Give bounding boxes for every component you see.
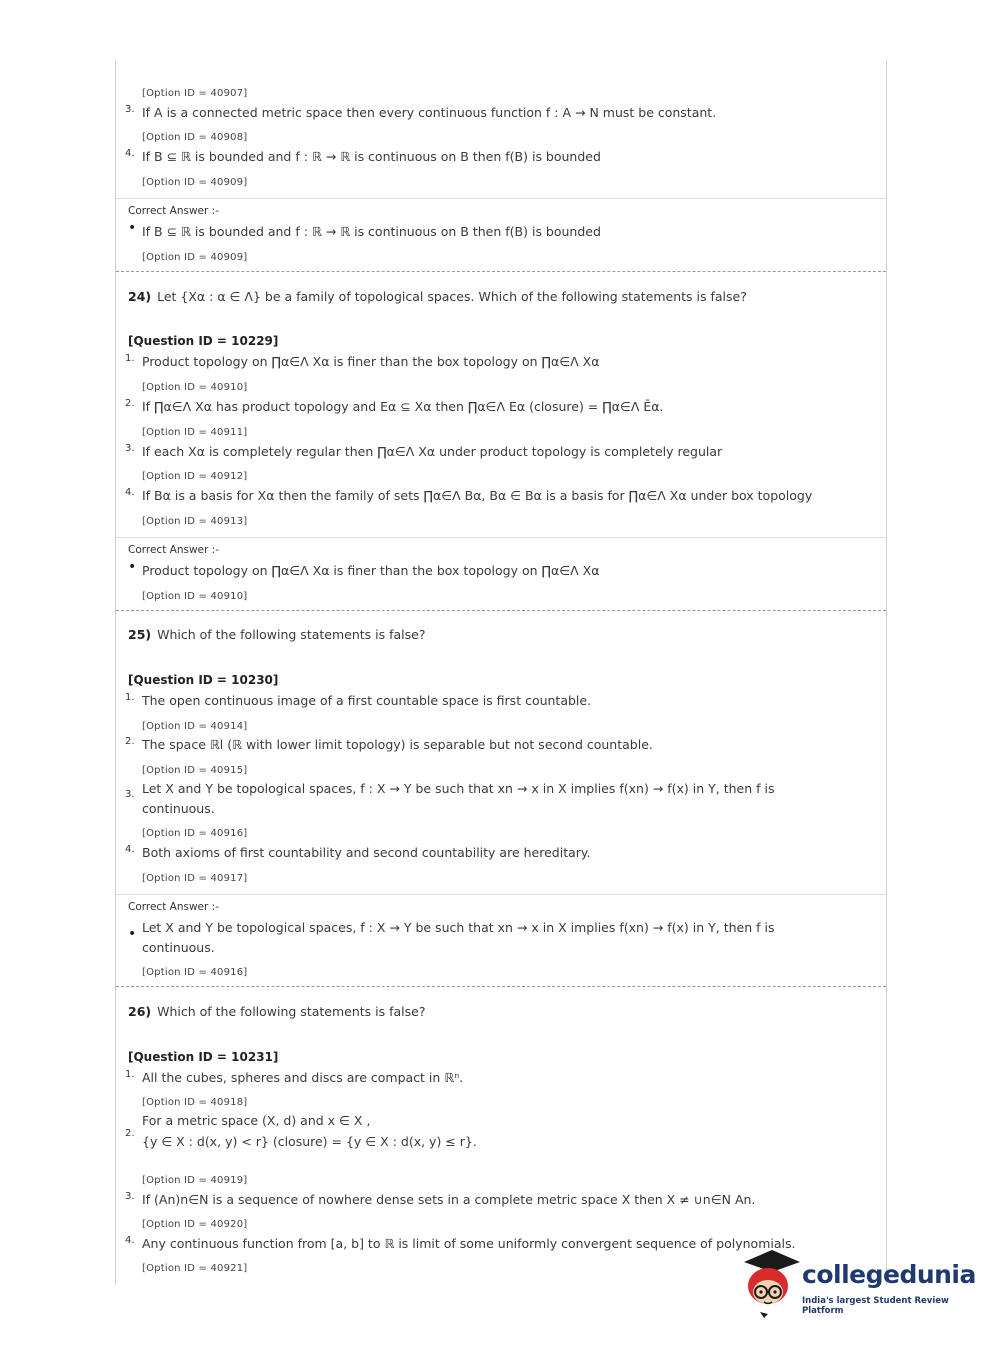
question-number: 25) [128, 627, 152, 642]
question-text: Which of the following statements is false? [157, 1004, 426, 1019]
option-number: 1. [125, 1069, 135, 1080]
option-id: [Option ID = 40916] [142, 828, 248, 839]
question-25 [128, 627, 425, 642]
option-id: [Option ID = 40917] [142, 873, 248, 884]
divider [116, 198, 886, 199]
option-text: If B ⊆ ℝ is bounded and f : ℝ → ℝ is continuous on B then f(B) is bounded [142, 149, 601, 164]
option-text: The open continuous image of a first countable space is first countable. [142, 693, 592, 708]
option-text: Any continuous function from [a, b] to ℝ is limit of some uniformly convergent sequence of polynomials. [142, 1236, 796, 1251]
question-separator [116, 986, 886, 987]
option-text: The space ℝl (ℝ with lower limit topology) is separable but not second countable. [142, 737, 653, 752]
correct-answer-text: Let X and Y be topological spaces, f : X → Y be such that xn → x in X implies f(xn) → f(x) in Y, then f is [142, 920, 775, 935]
question-number: 24) [128, 289, 152, 304]
option-id: [Option ID = 40907] [142, 88, 248, 99]
option-id: [Option ID = 40915] [142, 765, 248, 776]
question-id: [Question ID = 10230] [128, 673, 279, 687]
option-text: If A is a connected metric space then every continuous function f : A → N must be constant. [142, 105, 717, 120]
option-number: 2. [125, 736, 135, 747]
question-26 [128, 1004, 425, 1019]
exam-page [115, 60, 887, 1285]
option-id: [Option ID = 40921] [142, 1263, 248, 1274]
correct-answer-label: Correct Answer :- [128, 544, 219, 556]
option-text: If (An)n∈N is a sequence of nowhere dense sets in a complete metric space X then X ≠ ∪n∈N An. [142, 1192, 756, 1207]
option-text: If each Xα is completely regular then ∏α∈Λ Xα under product topology is completely regular [142, 444, 723, 459]
mascot-icon [742, 1248, 802, 1318]
collegedunia-logo [742, 1248, 976, 1318]
option-text: For a metric space (X, d) and x ∈ X , [142, 1113, 371, 1128]
option-number: 4. [125, 487, 135, 498]
option-id: [Option ID = 40919] [142, 1175, 248, 1186]
option-text: If Bα is a basis for Xα then the family of sets ∏α∈Λ Bα, Bα ∈ Bα is a basis for ∏α∈Λ Xα under box topology [142, 488, 813, 503]
option-id: [Option ID = 40909] [142, 177, 248, 188]
option-id: [Option ID = 40910] [142, 382, 248, 393]
correct-answer-text: If B ⊆ ℝ is bounded and f : ℝ → ℝ is continuous on B then f(B) is bounded [142, 224, 601, 239]
option-id: [Option ID = 40916] [142, 967, 248, 978]
question-separator [116, 610, 886, 611]
option-number: 3. [125, 443, 135, 454]
option-text: If ∏α∈Λ Xα has product topology and Eα ⊆ Xα then ∏α∈Λ Eα (closure) = ∏α∈Λ Ēα. [142, 399, 664, 414]
question-id: [Question ID = 10231] [128, 1050, 279, 1064]
option-id: [Option ID = 40920] [142, 1219, 248, 1230]
option-number: 3. [125, 789, 135, 800]
option-number: 2. [125, 398, 135, 409]
option-text: All the cubes, spheres and discs are compact in ℝⁿ. [142, 1070, 464, 1085]
option-id: [Option ID = 40910] [142, 591, 248, 602]
option-number: 3. [125, 104, 135, 115]
option-text: Let X and Y be topological spaces, f : X → Y be such that xn → x in X implies f(xn) → f(x) in Y, then f is [142, 781, 775, 796]
option-id: [Option ID = 40913] [142, 516, 248, 527]
question-separator [116, 271, 886, 272]
option-number: 2. [125, 1128, 135, 1139]
option-id: [Option ID = 40908] [142, 132, 248, 143]
option-id: [Option ID = 40912] [142, 471, 248, 482]
option-id: [Option ID = 40911] [142, 427, 248, 438]
bullet: • [128, 926, 137, 942]
question-id: [Question ID = 10229] [128, 334, 279, 348]
option-number: 1. [125, 692, 135, 703]
option-text: Product topology on ∏α∈Λ Xα is finer than the box topology on ∏α∈Λ Xα [142, 354, 600, 369]
divider [116, 894, 886, 895]
option-id: [Option ID = 40918] [142, 1097, 248, 1108]
cut-off-text [146, 66, 566, 74]
option-text-continued: continuous. [142, 801, 215, 816]
option-number: 4. [125, 148, 135, 159]
correct-answer-label: Correct Answer :- [128, 901, 219, 913]
logo-tagline: India's largest Student Review Platform [802, 1296, 949, 1316]
question-text: Which of the following statements is false? [157, 627, 426, 642]
option-text: Both axioms of first countability and second countability are hereditary. [142, 845, 591, 860]
bullet: • [128, 220, 137, 236]
option-number: 1. [125, 353, 135, 364]
correct-answer-text: Product topology on ∏α∈Λ Xα is finer than the box topology on ∏α∈Λ Xα [142, 563, 600, 578]
bullet: • [128, 559, 137, 575]
option-number: 4. [125, 1235, 135, 1246]
option-id: [Option ID = 40909] [142, 252, 248, 263]
option-number: 3. [125, 1191, 135, 1202]
correct-answer-text-continued: continuous. [142, 940, 215, 955]
option-number: 4. [125, 844, 135, 855]
option-text-continued: {y ∈ X : d(x, y) < r} (closure) = {y ∈ X : d(x, y) ≤ r}. [142, 1134, 477, 1149]
option-id: [Option ID = 40914] [142, 721, 248, 732]
logo-wordmark: collegedunia [802, 1260, 976, 1289]
divider [116, 537, 886, 538]
correct-answer-label: Correct Answer :- [128, 205, 219, 217]
question-24 [128, 289, 747, 304]
question-text: Let {Xα : α ∈ Λ} be a family of topological spaces. Which of the following statements is false? [157, 289, 747, 304]
question-number: 26) [128, 1004, 152, 1019]
